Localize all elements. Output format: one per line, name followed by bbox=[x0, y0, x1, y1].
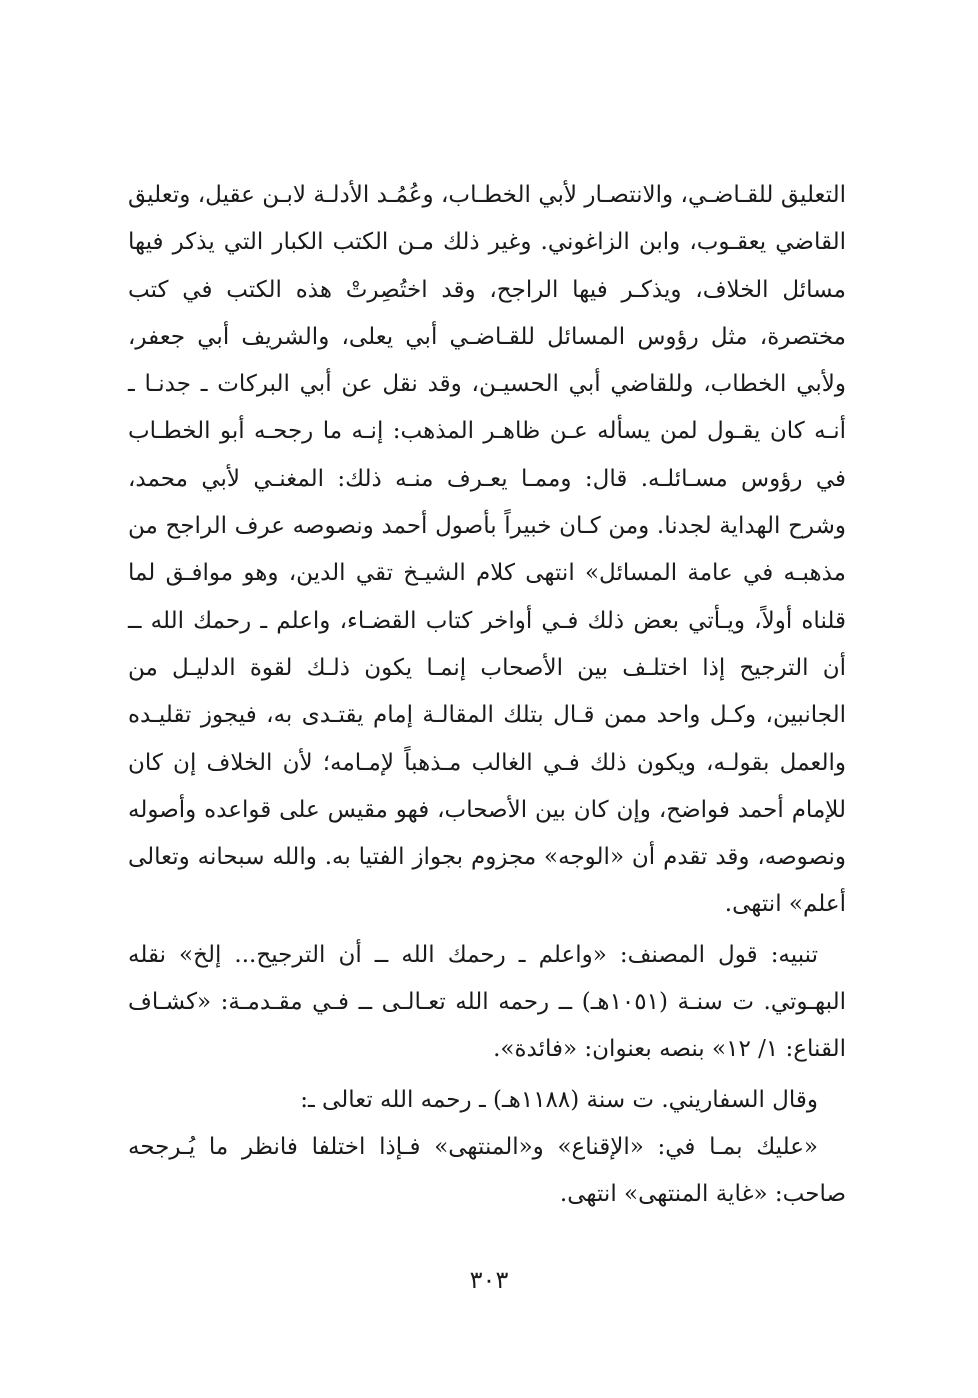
body-text bbox=[128, 172, 846, 1219]
main-paragraph: التعليق للقـاضـي، والانتصـار لأبي الخطـاب، وعُمُـد الأدلـة لابـن عقيل، وتعليق القاضي يعقـوب، وابن الزاغوني. وغير ذلك مـن الكتب الكبار التي يذكر فيها مسائل الخلاف، ويذكـر فيها الراجح، وقد اختُصِرتْ هذه الكتب في كتب مختصرة، مثل رؤوس المسائل للقـاضـي أبي يعلى، والشريف أبي جعفر، ولأبي الخطاب، وللقاضي أبي الحسيـن، وقد نقل عن أبي البركات ـ جدنـا ـ أنـه كان يقـول لمن يسأله عـن ظاهـر المذهب: إنـه ما رجحـه أبو الخطـاب في رؤوس مسـائلـه. قال: وممـا يعـرف منـه ذلك: المغنـي لأبي محمد، وشرح الهداية لجدنا. ومن كـان خبيراً بأصول أحمد ونصوصه عرف الراجح من مذهبـه في عامة المسائل» انتهى كلام الشيـخ تقي الدين، وهو موافـق لما قلناه أولاً، ويـأتي بعض ذلك فـي أواخر كتاب القضـاء، واعلم ـ رحمك الله ــ أن الترجيح إذا اختلـف بين الأصحاب إنمـا يكون ذلـك لقوة الدليـل من الجانبين، وكـل واحد ممن قـال بتلك المقالـة إمام يقتـدى به، فيجوز تقليـده والعمل بقولـه، ويكون ذلك فـي الغالب مـذهباً لإمـامه؛ لأن الخلاف إن كان للإمام أحمد فواضح، وإن كان بين الأصحاب، فهو مقيس على قواعده وأصوله ونصوصه، وقد تقدم أن «الوجه» مجزوم بجواز الفتيا به. والله سبحانه وتعالى أعلم» انتهى. bbox=[128, 182, 846, 918]
note-paragraph: تنبيه: قول المصنف: «واعلم ـ رحمك الله ــ أن الترجيح... إلخ» نقله البهـوتي. ت سنـة (١٠٥١هـ) ــ رحمه الله تعـالـى ــ فـي مقـدمـة: «كشـاف القناع: ١/ ١٢» بنصه بعنوان: «فائدة». bbox=[128, 941, 846, 1063]
quote-paragraph: «عليك بمـا في: «الإقناع» و«المنتهى» فـإذا اختلفا فانظر ما يُـرجحه صاحب: «غاية المنتهى» انتهى. bbox=[128, 1133, 846, 1208]
page-number: ٣٠٣ bbox=[469, 1266, 509, 1294]
saffarini-paragraph: وقال السفاريني. ت سنة (١١٨٨هـ) ـ رحمه الله تعالى ـ: bbox=[300, 1086, 818, 1113]
